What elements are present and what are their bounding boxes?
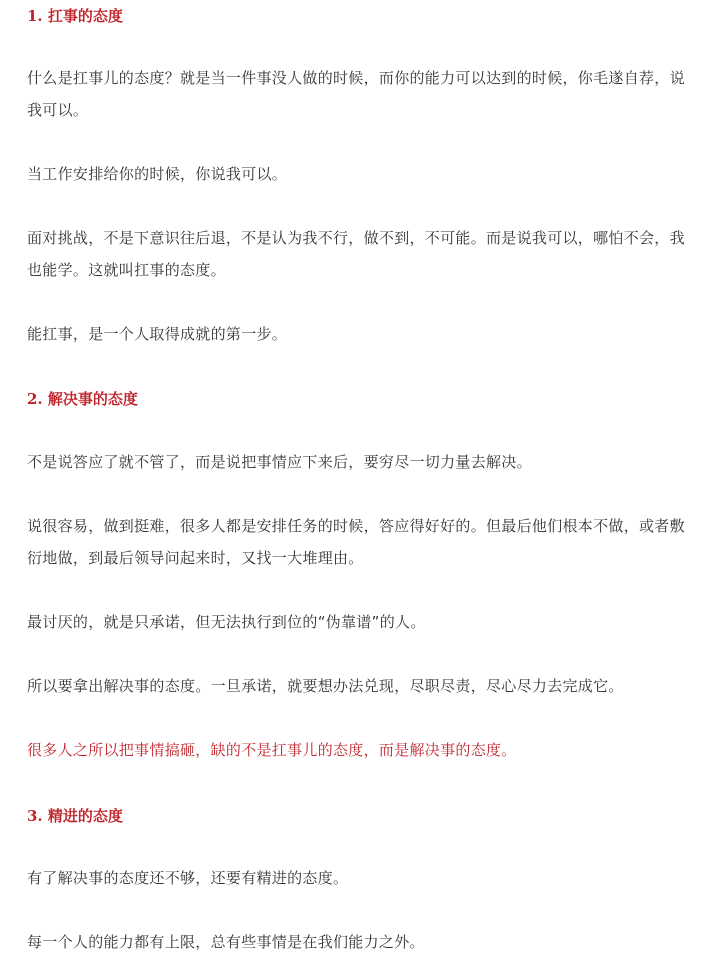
paragraph: 什么是扛事儿的态度？就是当一件事没人做的时候，而你的能力可以达到的时候，你毛遂自荐，说我可以。 <box>27 69 685 119</box>
paragraph: 面对挑战，不是下意识往后退，不是认为我不行，做不到，不可能。而是说我可以，哪怕不会，我也能学。这就叫扛事的态度。 <box>27 229 685 279</box>
paragraph: 最讨厌的，就是只承诺，但无法执行到位的“伪靠谱”的人。 <box>27 613 426 631</box>
paragraph: 每一个人的能力都有上限，总有些事情是在我们能力之外。 <box>27 933 425 951</box>
section-heading-1: 1. 扛事的态度 <box>27 7 123 25</box>
paragraph: 所以要拿出解决事的态度。一旦承诺，就要想办法兑现，尽职尽责，尽心尽力去完成它。 <box>27 677 624 695</box>
paragraph: 能扛事，是一个人取得成就的第一步。 <box>27 325 288 343</box>
emphasis-paragraph: 很多人之所以把事情搞砸，缺的不是扛事儿的态度，而是解决事的态度。 <box>27 741 517 759</box>
paragraph: 有了解决事的态度还不够，还要有精进的态度。 <box>27 869 349 887</box>
paragraph: 当工作安排给你的时候，你说我可以。 <box>27 165 288 183</box>
paragraph: 不是说答应了就不管了，而是说把事情应下来后，要穷尽一切力量去解决。 <box>27 453 532 471</box>
paragraph: 说很容易，做到挺难，很多人都是安排任务的时候，答应得好好的。但最后他们根本不做，或者敷衍地做，到最后领导问起来时，又找一大堆理由。 <box>27 517 685 567</box>
section-heading-3: 3. 精进的态度 <box>27 807 123 825</box>
section-heading-2: 2. 解决事的态度 <box>27 390 138 408</box>
